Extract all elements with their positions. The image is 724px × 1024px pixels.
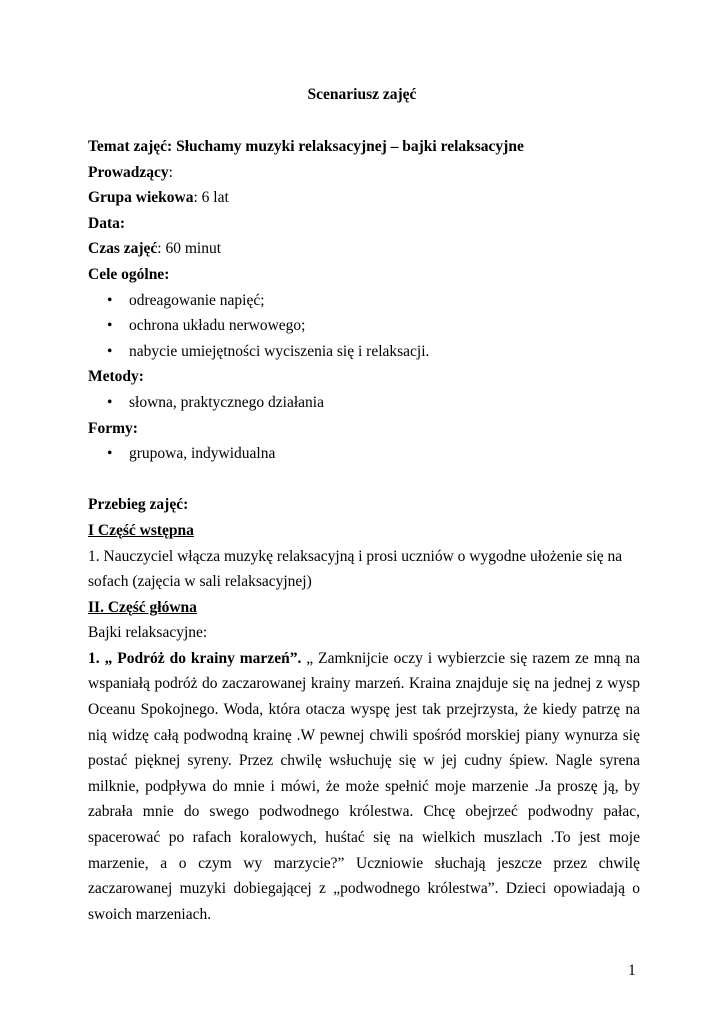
goal-text: nabycie umiejętności wyciszenia się i relaksacji. [129, 342, 430, 360]
goal-text: ochrona układu nerwowego; [129, 317, 306, 335]
page-number: 1 [628, 962, 636, 979]
duration-label: Czas zajęć [88, 240, 158, 258]
method-text: słowna, praktycznego działania [129, 393, 324, 411]
goal-text: odreagowanie napięć; [129, 291, 265, 309]
tales-label: Bajki relaksacyjne: [88, 624, 208, 642]
list-item [88, 313, 640, 339]
leader-label: Prowadzący [88, 163, 169, 181]
document-body [88, 134, 640, 927]
list-item [88, 441, 640, 467]
leader-suffix: : [168, 163, 173, 181]
methods-list [88, 390, 640, 416]
forms-heading: Formy: [88, 419, 138, 437]
age-label: Grupa wiekowa [88, 189, 194, 207]
age-value: : 6 lat [193, 189, 229, 207]
tale1-title: 1. „ Podróż do krainy marzeń”. [88, 649, 302, 667]
bullet-icon: • [107, 445, 113, 463]
bullet-icon: • [107, 342, 113, 360]
duration-value: : 60 minut [157, 240, 222, 258]
form-text: grupowa, indywidualna [129, 445, 276, 463]
goals-list [88, 288, 640, 365]
forms-list [88, 441, 640, 467]
course-heading: Przebieg zajęć: [88, 496, 189, 514]
bullet-icon: • [107, 393, 113, 411]
goals-heading: Cele ogólne: [88, 265, 170, 283]
methods-heading: Metody: [88, 368, 144, 386]
topic-heading: Temat zajęć: Słuchamy muzyki relaksacyjnej – bajki relaksacyjne [88, 138, 524, 155]
spacer [88, 467, 640, 493]
part1-paragraph: 1. Nauczyciel włącza muzykę relaksacyjną i prosi uczniów o wygodne ułożenie się na sofach (zajęcia w sali relaksacyjnej) [88, 547, 623, 591]
bullet-icon: • [107, 317, 113, 335]
bullet-icon: • [107, 291, 113, 309]
date-label: Data: [88, 214, 126, 232]
part1-heading: I Część wstępna [88, 521, 194, 539]
part2-heading: II. Część główna [88, 598, 197, 616]
list-item [88, 390, 640, 416]
age-line [88, 185, 640, 211]
leader-line [88, 160, 640, 186]
tale1-text: „ Zamknijcie oczy i wybierzcie się razem ze mną na wspaniałą podróż do zaczarowanej krainy marzeń. Kraina znajduje się na jednej z wysp Oceanu Spokojnego. Woda, która otacza wyspę jest tak przejrzysta, że kiedy patrzę na nią widzę całą podwodną krainę .W pewnej chwili spośród morskiej piany wynurza się postać pięknej syreny. Przez chwilę wsłuchuję się w jej cudny śpiew. Nagle syrena milknie, podpływa do mnie i mówi, że może spełnić moje marzenie .Ja proszę ją, by zabrała mnie do swego podwodnego królestwa. Chcę obejrzeć podwodny pałac, spacerować po rafach koralowych, huśtać się na wielkich muszlach .To jest moje marzenie, a o czym wy marzycie?” Uczniowie słuchają jeszcze przez chwilę zaczarowanej muzyki dobiegającej z „podwodnego królestwa”. Dzieci opowiadają o swoich marzeniach. [88, 649, 640, 923]
tale1-paragraph [88, 646, 640, 928]
list-item [88, 339, 640, 365]
page-title: Scenariusz zajęć [307, 86, 417, 103]
duration-line [88, 236, 640, 262]
list-item [88, 288, 640, 314]
